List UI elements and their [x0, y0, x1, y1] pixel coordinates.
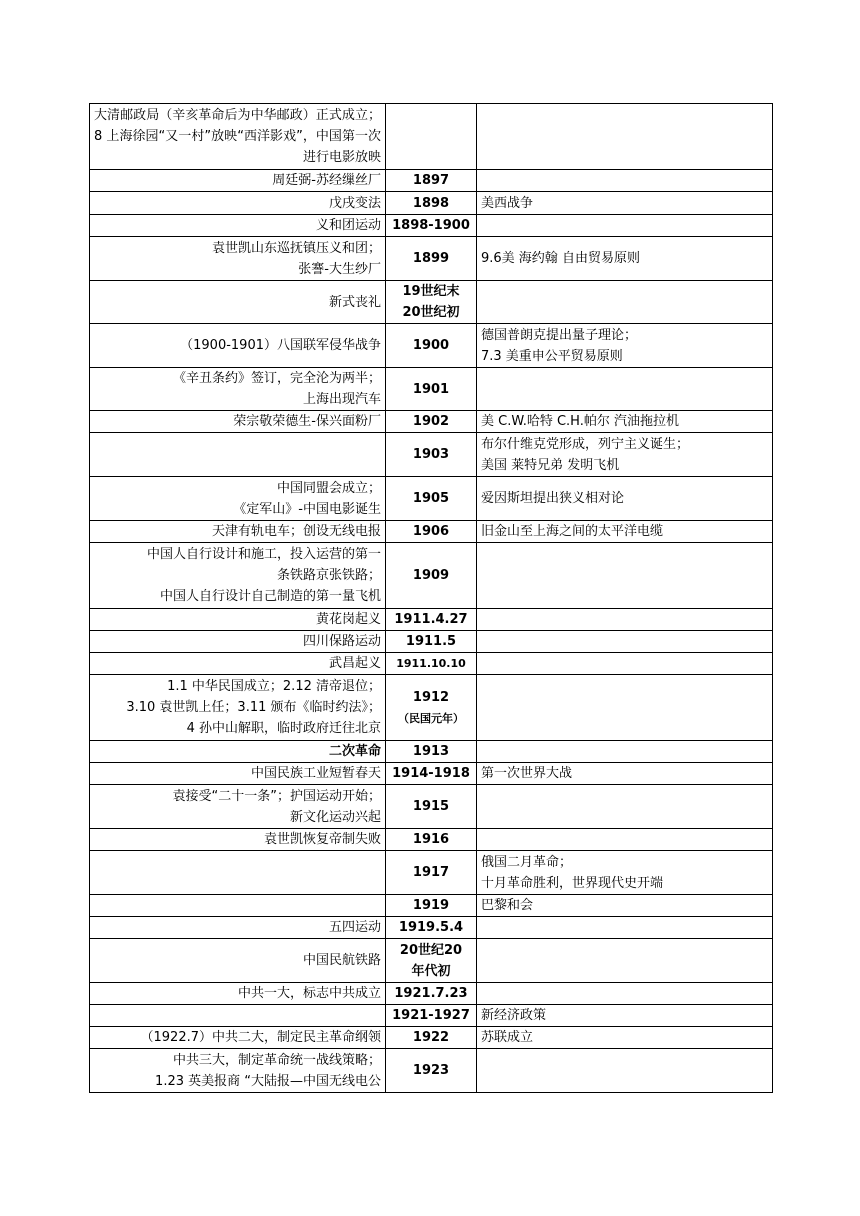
event-text: 天津有轨电车；创设无线电报: [211, 524, 381, 539]
year-text: 1917: [412, 865, 450, 880]
year-text: 1901: [412, 381, 450, 397]
year-text: 1921.7.23: [394, 986, 468, 1001]
year-text: 1919: [412, 898, 450, 913]
table-row: [90, 675, 773, 741]
event-text: 黄花岗起义: [315, 612, 381, 627]
world-event-cell: [477, 895, 773, 917]
world-event-cell: [477, 543, 773, 609]
event-cell: [90, 215, 386, 237]
table-row: [90, 237, 773, 281]
table-row: [90, 741, 773, 763]
event-text: 1.23 英美报商 “大陆报—中国无线电公: [155, 1073, 381, 1089]
year-text: 20世纪初: [402, 305, 460, 320]
event-text: 中国民航铁路: [302, 953, 381, 968]
year-cell: [386, 675, 477, 741]
event-text: 戊戌变法: [328, 195, 381, 211]
event-cell: [90, 192, 386, 215]
table-row: [90, 521, 773, 543]
world-event-text: 布尔什维克党形成，列宁主义诞生；: [481, 436, 690, 452]
world-event-text: 第一次世界大战: [481, 766, 573, 781]
table-row: [90, 763, 773, 785]
world-event-cell: [477, 368, 773, 411]
year-text: 1903: [412, 447, 450, 462]
event-text: 五四运动: [328, 920, 381, 935]
world-event-cell: [477, 785, 773, 829]
year-text: 1916: [412, 832, 450, 847]
world-event-cell: [477, 1005, 773, 1027]
event-cell: [90, 237, 386, 281]
world-event-cell: [477, 741, 773, 763]
event-text: 4 孙中山解职，临时政府迁往北京: [186, 721, 381, 736]
world-event-cell: [477, 675, 773, 741]
world-event-cell: [477, 433, 773, 477]
world-event-cell: [477, 170, 773, 192]
world-event-cell: [477, 521, 773, 543]
world-event-text: 7.3 美重申公平贸易原则: [481, 348, 623, 364]
event-cell: [90, 1049, 386, 1093]
year-text: 1911.4.27: [394, 612, 468, 627]
event-cell: [90, 741, 386, 763]
year-cell: [386, 763, 477, 785]
year-text: 1911.10.10: [396, 657, 466, 670]
table-row: [90, 1049, 773, 1093]
world-event-text: 苏联成立: [481, 1030, 534, 1045]
event-text: （1900-1901）八国联军侵华战争: [180, 338, 381, 353]
year-text: 1922: [412, 1030, 450, 1045]
year-cell: [386, 653, 477, 675]
year-text: 1912: [412, 689, 450, 705]
year-text: 20世纪20: [399, 942, 463, 958]
event-cell: [90, 631, 386, 653]
table-row: [90, 917, 773, 939]
year-text: 1915: [412, 799, 450, 814]
year-cell: [386, 237, 477, 281]
event-cell: [90, 521, 386, 543]
world-event-cell: [477, 324, 773, 368]
year-cell: [386, 741, 477, 763]
year-text: 1899: [412, 251, 450, 266]
event-text: 《辛丑条约》签订，完全沦为两半；: [172, 371, 381, 386]
world-event-text: 巴黎和会: [481, 898, 534, 913]
world-event-text: 十月革命胜利，世界现代史开端: [481, 875, 664, 891]
event-text: 新文化运动兴起: [289, 809, 381, 825]
event-cell: [90, 609, 386, 631]
event-cell: [90, 477, 386, 521]
event-cell: [90, 368, 386, 411]
year-text: 1909: [412, 568, 450, 583]
event-cell: [90, 829, 386, 851]
table-row: [90, 653, 773, 675]
year-text: 1900: [412, 338, 450, 353]
world-event-cell: [477, 939, 773, 983]
table-row: [90, 609, 773, 631]
world-event-cell: [477, 215, 773, 237]
event-cell: [90, 1005, 386, 1027]
year-cell: [386, 477, 477, 521]
world-event-cell: [477, 411, 773, 433]
event-text: 袁接受“二十一条”；护国运动开始；: [172, 788, 381, 804]
event-text: 袁世凯恢复帝制失败: [263, 832, 381, 847]
year-text: 19世纪末: [402, 284, 460, 299]
event-cell: [90, 411, 386, 433]
table-row: [90, 785, 773, 829]
table-row: [90, 1027, 773, 1049]
event-cell: [90, 851, 386, 895]
world-event-text: 美西战争: [481, 195, 534, 211]
event-text: 3.10 袁世凯上任；3.11 颁布《临时约法》；: [126, 700, 381, 715]
world-event-text: 新经济政策: [481, 1008, 547, 1023]
event-text: 中国同盟会成立；: [276, 480, 381, 496]
table-row: [90, 324, 773, 368]
year-cell: [386, 411, 477, 433]
event-cell: [90, 895, 386, 917]
event-text: 中国人自行设计自己制造的第一量飞机: [159, 589, 381, 604]
event-text: 中国民族工业短暂春天: [250, 766, 381, 781]
year-cell: [386, 939, 477, 983]
event-text: 1.1 中华民国成立；2.12 清帝退位；: [167, 679, 381, 694]
world-event-text: 俄国二月革命；: [481, 854, 573, 870]
timeline-table: [89, 103, 773, 1093]
event-cell: [90, 543, 386, 609]
year-cell: [386, 917, 477, 939]
event-text: 中共一大，标志中共成立: [237, 986, 381, 1001]
world-event-text: 德国普朗克提出量子理论；: [481, 327, 638, 343]
world-event-cell: [477, 1027, 773, 1049]
year-text: 1902: [412, 414, 450, 429]
year-text: 1923: [412, 1063, 450, 1078]
world-event-cell: [477, 192, 773, 215]
year-text: 年代初: [411, 963, 451, 979]
world-event-cell: [477, 983, 773, 1005]
year-cell: [386, 829, 477, 851]
event-cell: [90, 170, 386, 192]
event-text: 中共三大，制定革命统一战线策略；: [172, 1052, 381, 1068]
year-cell: [386, 609, 477, 631]
event-text: 荣宗敬荣德生-保兴面粉厂: [233, 414, 381, 429]
year-cell: [386, 215, 477, 237]
year-cell: [386, 1005, 477, 1027]
world-event-cell: [477, 281, 773, 324]
table-row: [90, 368, 773, 411]
event-text: 《定军山》-中国电影诞生: [233, 501, 381, 517]
event-cell: [90, 104, 386, 170]
world-event-cell: [477, 237, 773, 281]
world-event-cell: [477, 653, 773, 675]
event-cell: [90, 324, 386, 368]
table-row: [90, 433, 773, 477]
year-cell: [386, 521, 477, 543]
table-row: [90, 631, 773, 653]
event-text: 武昌起义: [328, 656, 381, 671]
year-text: 1919.5.4: [398, 920, 464, 935]
event-text: 四川保路运动: [302, 634, 381, 649]
event-text: 中国人自行设计和施工，投入运营的第一: [146, 547, 381, 562]
table-row: [90, 939, 773, 983]
year-text: 1897: [412, 173, 450, 188]
event-cell: [90, 653, 386, 675]
timeline-body: [90, 104, 773, 1093]
event-text: 二次革命: [328, 744, 381, 759]
event-cell: [90, 917, 386, 939]
table-row: [90, 192, 773, 215]
year-text: 1913: [412, 744, 450, 759]
year-text: 1911.5: [405, 634, 457, 649]
world-event-cell: [477, 917, 773, 939]
year-cell: [386, 192, 477, 215]
table-row: [90, 281, 773, 324]
event-cell: [90, 983, 386, 1005]
event-cell: [90, 763, 386, 785]
table-row: [90, 1005, 773, 1027]
year-cell: [386, 1049, 477, 1093]
event-cell: [90, 785, 386, 829]
year-cell: [386, 433, 477, 477]
year-cell: [386, 1027, 477, 1049]
event-text: 袁世凯山东巡抚镇压义和团；: [211, 240, 381, 256]
table-row: [90, 170, 773, 192]
year-text: 1898: [412, 195, 450, 211]
world-event-cell: [477, 829, 773, 851]
table-row: [90, 104, 773, 170]
table-row: [90, 829, 773, 851]
year-text: 1921-1927: [392, 1008, 470, 1023]
event-cell: [90, 1027, 386, 1049]
year-cell: [386, 543, 477, 609]
year-cell: [386, 170, 477, 192]
year-cell: [386, 895, 477, 917]
event-text: （1922.7）中共二大，制定民主革命纲领: [140, 1030, 381, 1045]
table-row: [90, 851, 773, 895]
year-cell: [386, 851, 477, 895]
year-text: 1905: [412, 491, 450, 506]
table-row: [90, 543, 773, 609]
table-row: [90, 983, 773, 1005]
table-row: [90, 215, 773, 237]
world-event-cell: [477, 763, 773, 785]
year-cell: [386, 785, 477, 829]
world-event-cell: [477, 104, 773, 170]
world-event-text: 9.6美 海约翰 自由贸易原则: [481, 251, 640, 266]
event-text: 大清邮政局（辛亥革命后为中华邮政）正式成立；8 上海徐园“又一村”放映“西洋影戏”，中国第一次进行电影放映: [94, 108, 381, 165]
world-event-cell: [477, 851, 773, 895]
year-text: 1906: [412, 524, 450, 539]
world-event-text: 旧金山至上海之间的太平洋电缆: [481, 524, 664, 539]
event-text: 条铁路京张铁路；: [276, 568, 381, 583]
year-cell: [386, 631, 477, 653]
year-cell: [386, 368, 477, 411]
event-text: 周廷弼-苏经缫丝厂: [272, 173, 381, 188]
event-cell: [90, 433, 386, 477]
world-event-text: 爱因斯坦提出狭义相对论: [481, 491, 625, 506]
year-note: （民国元年）: [398, 711, 464, 725]
year-cell: [386, 281, 477, 324]
world-event-text: 美 C.W.哈特 C.H.帕尔 汽油拖拉机: [481, 414, 679, 429]
event-text: 上海出现汽车: [302, 392, 381, 407]
year-cell: [386, 324, 477, 368]
event-text: 义和团运动: [315, 218, 381, 233]
world-event-cell: [477, 631, 773, 653]
table-row: [90, 477, 773, 521]
event-text: 新式丧礼: [328, 294, 381, 310]
year-text: 1898-1900: [392, 218, 470, 233]
world-event-cell: [477, 609, 773, 631]
event-cell: [90, 939, 386, 983]
year-text: 1914-1918: [392, 766, 470, 781]
table-row: [90, 895, 773, 917]
world-event-cell: [477, 1049, 773, 1093]
event-cell: [90, 675, 386, 741]
world-event-cell: [477, 477, 773, 521]
year-cell: [386, 104, 477, 170]
event-cell: [90, 281, 386, 324]
event-text: 张謇-大生纱厂: [298, 261, 381, 277]
year-cell: [386, 983, 477, 1005]
table-row: [90, 411, 773, 433]
world-event-text: 美国 莱特兄弟 发明飞机: [481, 457, 620, 473]
